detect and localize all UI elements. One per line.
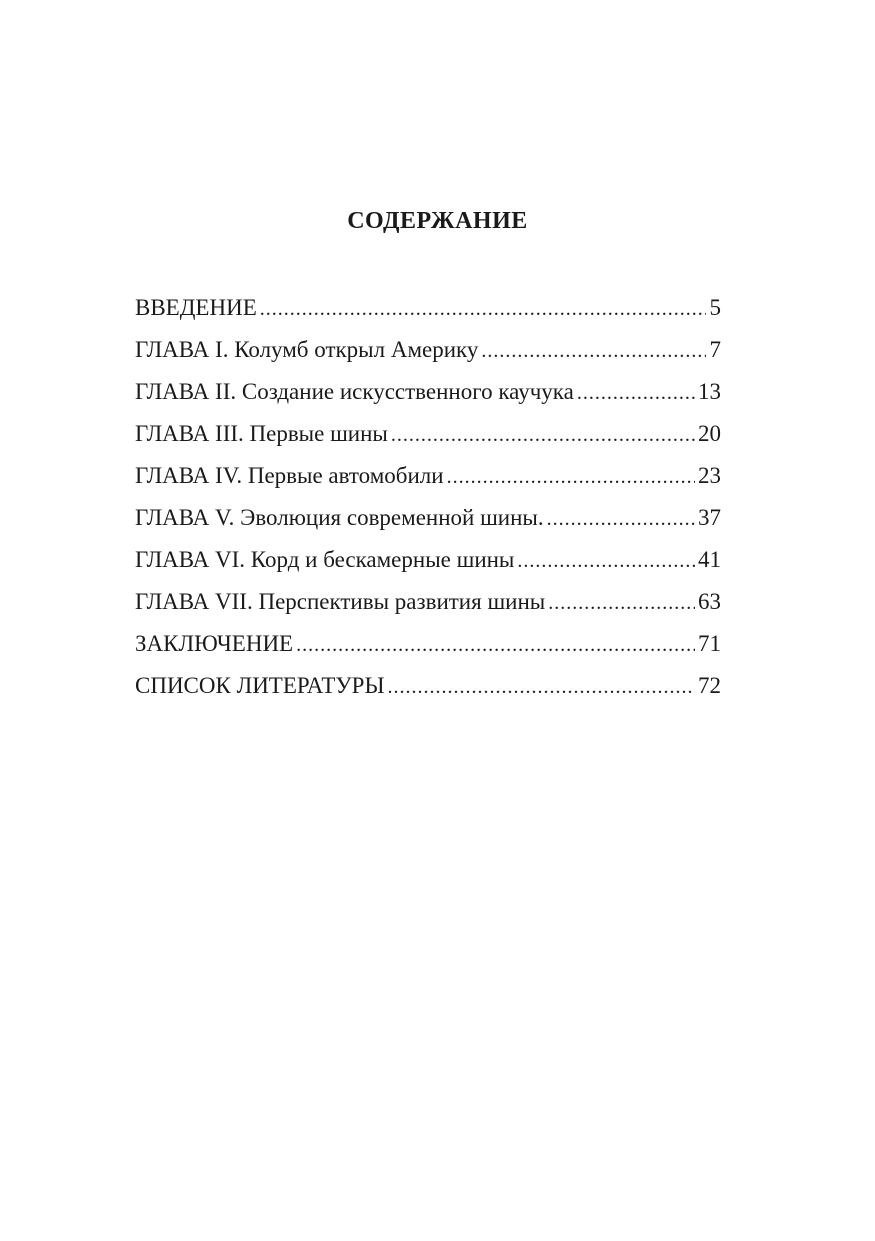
toc-dot-leader [577, 372, 695, 414]
toc-entry[interactable] [135, 497, 721, 539]
toc-entry[interactable] [135, 665, 721, 707]
toc-entry-label: ГЛАВА IV. Первые автомобили [135, 463, 444, 488]
toc-entry-label: ЗАКЛЮЧЕНИЕ [135, 631, 294, 656]
toc-entry[interactable] [135, 287, 721, 329]
page-title: СОДЕРЖАНИЕ [347, 208, 528, 234]
toc-entry-label: ГЛАВА VII. Перспективы развития шины [135, 589, 546, 614]
toc-entry[interactable] [135, 455, 721, 497]
toc-entry-label: ГЛАВА V. Эволюция современной шины. [135, 505, 544, 530]
toc-page-number: 20 [698, 421, 721, 446]
toc-page-number: 23 [698, 463, 721, 488]
toc-dot-leader [296, 624, 695, 666]
toc-page-number: 37 [698, 505, 721, 530]
toc-dot-leader [391, 414, 695, 456]
toc-dot-leader [547, 498, 695, 540]
toc-entry[interactable] [135, 539, 721, 581]
toc-entry[interactable] [135, 329, 721, 371]
toc-entry-label: ГЛАВА VI. Корд и бескамерные шины [135, 547, 515, 572]
toc-page-number: 7 [709, 337, 721, 362]
toc-entry[interactable] [135, 413, 721, 455]
toc-dot-leader [388, 666, 695, 708]
table-of-contents [135, 287, 721, 707]
toc-page-number: 63 [698, 589, 721, 614]
toc-dot-leader [481, 330, 706, 372]
toc-dot-leader [260, 288, 706, 330]
toc-page-number: 72 [698, 673, 721, 698]
toc-entry-label: ВВЕДЕНИЕ [135, 295, 257, 320]
toc-dot-leader [517, 540, 695, 582]
toc-entry-label: ГЛАВА I. Колумб открыл Америку [135, 337, 479, 362]
toc-entry-label: ГЛАВА II. Создание искусственного каучука [135, 379, 574, 404]
toc-page-number: 13 [698, 379, 721, 404]
toc-page-number: 71 [698, 631, 721, 656]
toc-dot-leader [548, 582, 695, 624]
toc-entry[interactable] [135, 581, 721, 623]
toc-dot-leader [447, 456, 695, 498]
toc-page-number: 5 [709, 295, 721, 320]
toc-page-number: 41 [698, 547, 721, 572]
toc-entry[interactable] [135, 371, 721, 413]
toc-entry-label: СПИСОК ЛИТЕРАТУРЫ [135, 673, 385, 698]
toc-entry-label: ГЛАВА III. Первые шины [135, 421, 388, 446]
toc-entry[interactable] [135, 623, 721, 665]
